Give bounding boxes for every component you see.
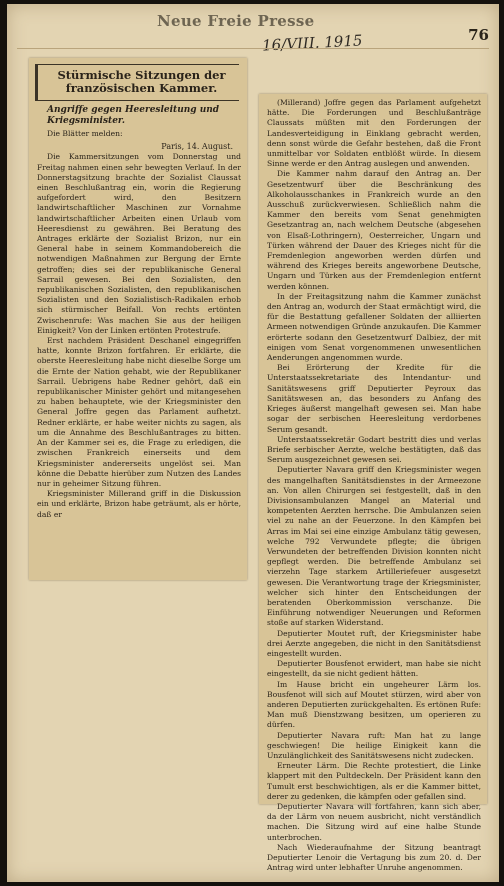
paragraph: Erst nachdem Präsident Deschanel eingegriffen hatte, konnte Brizon fortfahren. Er erklärte, die oberste Heeresleitung habe nicht dieselbe Sorge um die Ernte der Nation gehabt, wie der Republikaner Sarrail. Uebrigens habe Redner gehört, daß ein republikanischer Minister gehört und mitangesehen zu haben behauptete, wie der Kriegsminister den General Joffre gegen das Parlament aufhetzt. Redner erklärte, er habe weiter nichts zu sagen, als um die Annahme des Beschlußantrages zu bitten. An der Kammer sei es, die Frage zu erledigen, die zwischen Frankreich einerseits und dem Kriegsminister andererseits ungelöst sei. Man könne die Debatte hierüber zum Nutzen des Landes nur in geheimer Sitzung führen.	[37, 336, 241, 488]
paragraph: Bei Erörterung der Kredite für die Unterstaatssekretariate des Intendantur- und Sanitätswesens griff Deputierter Peyroux das Sanitätswesen an, das besonders zu Anfang des Krieges äußerst mangelhaft gewesen sei. Man habe sogar der serbischen Heeresleitung verdorbenes Serum gesandt.	[267, 363, 481, 434]
clipping-right	[259, 94, 487, 873]
article-subheadline: Angriffe gegen Heeresleitung und Kriegsminister.	[47, 105, 220, 126]
header-rule	[17, 48, 489, 49]
paragraph: (Millerand) Joffre gegen das Parlament aufgehetzt hätte. Die Forderungen und Beschlußanträge Claussats müßten mit den Forderungen der Landesverteidigung in Einklang gebracht werden, denn sonst würde die Gefahr bestehen, daß die Front unmittelbar vor Soldaten entblößt würde. In diesem Sinne werde er den Antrag auslegen und anwenden.	[267, 98, 481, 169]
paragraph: Kriegsminister Millerand griff in die Diskussion ein und erklärte, Brizon habe geträumt, als er hörte, daß er	[37, 489, 241, 519]
paragraph: Deputierter Moutet ruft, der Kriegsminister habe drei Aerzte angegeben, die nicht in den Sanitätsdienst eingestellt wurden.	[267, 628, 481, 658]
dateline: Paris, 14. August.	[161, 142, 233, 152]
archive-sheet	[7, 4, 499, 882]
paragraph: Im Hause bricht ein ungeheurer Lärm los. Bousfenot will sich auf Moutet stürzen, wird aber von anderen Deputierten zurückgehalten. Es ertönen Rufe: Man muß Dienstzwang besitzen, um operieren zu dürfen.	[267, 679, 481, 730]
paragraph: Erneuter Lärm. Die Rechte protestiert, die Linke klappert mit den Pultdeckeln. Der Präsident kann den Tumult erst beschwichtigen, als er die Kammer bittet, derer zu gedenken, die kämpfen oder gefallen sind.	[267, 761, 481, 801]
byline: Die Blätter melden:	[47, 129, 123, 138]
page-number: 76	[468, 26, 489, 44]
paragraph: Deputierter Navara ruft: Man hat zu lange geschwiegen! Die heilige Einigkeit kann die Unzulänglichkeit des Sanitätswesens nicht zudecken.	[267, 730, 481, 760]
headline-box	[35, 64, 239, 101]
article-column-1	[37, 129, 241, 520]
paragraph: Unterstaatssekretär Godart bestritt dies und verlas Briefe serbischer Aerzte, welche bestätigten, daß das Serum ausgezeichnet gewesen sei.	[267, 434, 481, 465]
paragraph: Deputierter Bousfenot erwidert, man habe sie nicht eingestellt, da sie nicht gedient hätten.	[267, 659, 481, 679]
paragraph: Nach Wiederaufnahme der Sitzung beantragt Deputierter Lenoir die Vertagung bis zum 20. d. Der Antrag wird unter lebhafter Unruhe angenommen.	[267, 842, 481, 873]
clipping-left	[29, 58, 247, 580]
paragraph: Die Kammersitzungen vom Donnerstag und Freitag nahmen einen sehr bewegten Verlauf. In der Donnerstagsitzung brachte der Sozialist Claussat einen Beschlußantrag ein, worin die Regierung aufgefordert wird, den Besitzern landwirtschaftlicher Maschinen zur Vornahme landwirtschaftlicher Arbeiten einen Urlaub vom Heeresdienst zu gewähren. Bei Beratung des Antrages erklärte der Sozialist Brizon, nur ein General habe in seinem Kommandobereich die notwendigen Maßnahmen zur Bergung der Ernte getroffen; dies sei der republikanische General Sarrail gewesen. Bei den Sozialisten, den republikanischen Sozialisten, den republikanischen Sozialisten und den Sozialistisch-Radikalen erhob sich stürmischer Beifall. Von rechts ertönten Zwischenrufe: Was machen Sie aus der heiligen Einigkeit? Von der Linken ertönten Protestrufe.	[37, 152, 241, 335]
article-column-2	[267, 98, 481, 873]
article-headline: Stürmische Sitzungen der französischen Kammer.	[57, 68, 226, 95]
handwritten-date: 16/VIII. 1915	[261, 31, 363, 55]
paragraph: Deputierter Navara griff den Kriegsminister wegen des mangelhaften Sanitätsdienstes in der Armeezone an. Von allen Chirurgen sei festgestellt, daß in den Divisionsambulanzen Mangel an Material und kompetenten Aerzten herrsche. Die Ambulanzen seien viel zu nahe an der Feuerzone. In den Kämpfen bei Arras im Mai sei eine einzige Ambulanz tätig gewesen, welche 792 Verwundete pflegte; die übrigen Verwundeten der betreffenden Division konnten nicht gepflegt werden. Die betreffende Ambulanz sei vierzehn Tage starkem Artilleriefeuer ausgesetzt gewesen. Die Verantwortung trage der Kriegsminister, welcher sich hinter den Entscheidungen der beratenden Oberkommission verschanze. Die Einführung notwendiger Neuerungen und Reformen stoße auf starken Widerstand.	[267, 465, 481, 628]
paragraph: In der Freitagsitzung nahm die Kammer zunächst den Antrag an, wodurch der Staat ermächtigt wird, die für die Bestattung gefallener Soldaten der alliierten Armeen notwendigen Gründe anzukaufen. Die Kammer erörterte sodann den Gesetzentwurf Dalbiez, der mit einigen vom Senat vorgenommenen unwesentlichen Aenderungen angenommen wurde.	[267, 291, 481, 363]
paragraph: Die Kammer nahm darauf den Antrag an. Der Gesetzentwurf über die Beschränkung des Alkoholausschankes in Frankreich wurde an den Ausschuß zurückverwiesen. Schließlich nahm die Kammer den bereits vom Senat genehmigten Gesetzantrag an, nach welchem Deutsche (abgesehen von Elsaß-Lothringern), Oesterreicher, Ungarn und Türken während der Dauer des Krieges nicht für die Fremdenlegion angeworben werden dürfen und während des Krieges bereits angeworbene Deutsche, Ungarn und Türken aus der Fremdenlegion entfernt werden können.	[267, 169, 481, 291]
paragraph: Deputierter Navara will fortfahren, kann sich aber, da der Lärm von neuem ausbricht, nicht verständlich machen. Die Sitzung wird auf eine halbe Stunde unterbrochen.	[267, 802, 481, 842]
masthead: Neue Freie Presse	[157, 12, 315, 30]
